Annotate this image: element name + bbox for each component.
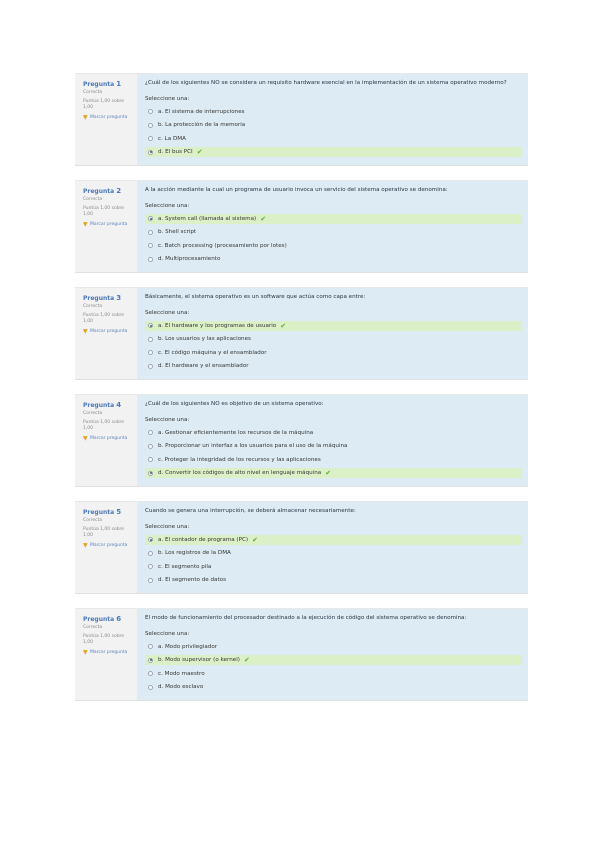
question-state: Correcta <box>83 411 103 416</box>
check-icon: ✔ <box>196 148 203 156</box>
answer-option[interactable] <box>145 575 522 585</box>
answer-option-label: d. El hardware y el ensamblador <box>158 363 249 369</box>
flag-question-link[interactable] <box>83 543 132 549</box>
answer-prompt: Seleccione una: <box>145 417 190 423</box>
answer-option-label: b. Shell script <box>158 229 197 235</box>
flag-question-link[interactable] <box>83 650 132 656</box>
check-icon: ✔ <box>325 469 332 477</box>
answer-option-label: d. Multiprocesamiento <box>158 256 221 262</box>
question-content <box>137 181 528 272</box>
radio-button[interactable] <box>148 537 153 542</box>
answer-option-label: d. El bus PCI <box>158 149 193 155</box>
answer-option[interactable] <box>145 655 522 665</box>
radio-button[interactable] <box>148 471 153 476</box>
question-info <box>75 609 137 700</box>
answer-option-label: a. El hardware y los programas de usuario <box>158 322 277 329</box>
question-block <box>75 608 528 701</box>
question-label: Pregunta <box>83 616 115 623</box>
answer-option[interactable] <box>145 548 522 558</box>
question-number <box>83 401 132 410</box>
answer-option-label: b. Proporcionar un interfaz a los usuarios para el uso de la máquina <box>158 443 348 449</box>
flag-question-link[interactable] <box>83 115 132 121</box>
answer-option[interactable] <box>145 134 522 144</box>
answer-option[interactable] <box>145 321 522 331</box>
answer-option-label: a. System call (llamada al sistema) <box>158 215 257 222</box>
radio-button[interactable] <box>148 216 153 221</box>
radio-button[interactable] <box>148 243 153 248</box>
question-text: Cuando se genera una interrupción, se deberá almacenar necesariamente: <box>145 508 356 514</box>
flag-question-label: Marcar pregunta <box>90 543 128 548</box>
answer-prompt: Seleccione una: <box>145 631 190 637</box>
question-grade: Puntúa 1,00 sobre 1,00 <box>83 634 125 645</box>
radio-button[interactable] <box>148 578 153 583</box>
answer-option[interactable] <box>145 334 522 344</box>
question-block <box>75 73 528 166</box>
flag-icon: ▼ <box>83 221 88 228</box>
flag-icon: ▼ <box>83 435 88 442</box>
answer-option-label: a. Modo privilegiador <box>158 643 218 650</box>
question-info <box>75 502 137 593</box>
flag-question-link[interactable] <box>83 329 132 335</box>
flag-question-label: Marcar pregunta <box>90 436 128 441</box>
question-number-value: 4 <box>116 401 122 409</box>
radio-button[interactable] <box>148 658 153 663</box>
question-block <box>75 501 528 594</box>
check-icon: ✔ <box>252 535 258 544</box>
answer-option[interactable] <box>145 468 522 478</box>
answer-prompt: Seleccione una: <box>145 310 190 316</box>
question-text: ¿Cuál de los siguientes NO se considera un requisito hardware esencial en la implementación de un sistema operativo moderno? <box>145 80 507 86</box>
answer-option[interactable] <box>145 254 522 264</box>
check-icon: ✔ <box>243 656 250 664</box>
answer-prompt: Seleccione una: <box>145 524 190 530</box>
answer-option-label: b. Modo supervisor (o kernel) <box>158 657 240 663</box>
radio-button[interactable] <box>148 444 153 449</box>
answer-option[interactable] <box>145 455 522 465</box>
radio-button[interactable] <box>148 644 153 649</box>
question-text: A la acción mediante la cual un programa de usuario invoca un servicio del sistema operativo se denomina: <box>145 187 448 193</box>
question-state: Correcta <box>83 518 103 523</box>
answer-option[interactable] <box>145 669 522 679</box>
answer-option[interactable] <box>145 120 522 130</box>
answer-option-label: c. Batch processing (procesamiento por lotes) <box>158 242 287 249</box>
question-number <box>83 508 132 517</box>
answer-option[interactable] <box>145 241 522 251</box>
question-grade: Puntúa 1,00 sobre 1,00 <box>83 420 125 431</box>
answer-option[interactable] <box>145 107 522 117</box>
question-number-value: 6 <box>116 615 122 623</box>
question-number-value: 2 <box>116 187 122 195</box>
radio-button[interactable] <box>148 123 153 128</box>
radio-button[interactable] <box>148 564 153 569</box>
question-state: Correcta <box>83 90 103 95</box>
radio-button[interactable] <box>148 364 153 369</box>
radio-button[interactable] <box>148 430 153 435</box>
radio-button[interactable] <box>148 230 153 235</box>
answer-option-label: d. Modo esclavo <box>158 684 204 690</box>
question-content <box>137 74 528 165</box>
flag-question-label: Marcar pregunta <box>90 222 128 227</box>
radio-button[interactable] <box>148 551 153 556</box>
answer-option-label: c. Proteger la integridad de los recursos y las aplicaciones <box>158 456 321 463</box>
answer-option-label: c. El código máquina y el ensamblador <box>158 349 267 356</box>
answer-option[interactable] <box>145 441 522 451</box>
answer-option[interactable] <box>145 147 522 157</box>
flag-icon: ▼ <box>83 542 88 549</box>
answer-prompt: Seleccione una: <box>145 203 190 209</box>
answer-option[interactable] <box>145 348 522 358</box>
flag-question-link[interactable] <box>83 222 132 228</box>
question-number <box>83 615 132 624</box>
radio-button[interactable] <box>148 136 153 141</box>
flag-icon: ▼ <box>83 114 88 121</box>
question-label: Pregunta <box>83 81 115 88</box>
answer-option[interactable] <box>145 535 522 545</box>
answer-prompt: Seleccione una: <box>145 96 190 102</box>
flag-question-label: Marcar pregunta <box>90 115 128 120</box>
question-block <box>75 287 528 380</box>
question-number <box>83 80 132 89</box>
radio-button[interactable] <box>148 323 153 328</box>
question-text: Básicamente, el sistema operativo es un software que actúa como capa entre: <box>145 294 366 300</box>
question-text: El modo de funcionamiento del procesador destinado a la ejecución de código del sistema operativo se denomina: <box>145 615 467 621</box>
answer-option-label: d. Convertir los códigos de alto nivel en lenguaje máquina <box>158 470 322 476</box>
question-content <box>137 502 528 593</box>
question-info <box>75 395 137 486</box>
answer-option[interactable] <box>145 642 522 652</box>
question-number-value: 5 <box>116 508 122 516</box>
answer-option-label: b. Los usuarios y las aplicaciones <box>158 336 251 342</box>
answer-option[interactable] <box>145 562 522 572</box>
answer-option-label: a. El sistema de interrupciones <box>158 108 245 115</box>
radio-button[interactable] <box>148 350 153 355</box>
question-state: Correcta <box>83 625 103 630</box>
question-block <box>75 394 528 487</box>
question-grade: Puntúa 1,00 sobre 1,00 <box>83 313 125 324</box>
question-grade: Puntúa 1,00 sobre 1,00 <box>83 527 125 538</box>
check-icon: ✔ <box>260 214 267 223</box>
question-info <box>75 181 137 272</box>
flag-icon: ▼ <box>83 328 88 335</box>
answer-option-label: c. Modo maestro <box>158 670 205 677</box>
answer-option-label: a. El contador de programa (PC) <box>158 536 249 543</box>
answer-option-label: b. Los registros de la DMA <box>158 550 231 556</box>
radio-button[interactable] <box>148 685 153 690</box>
answer-option[interactable] <box>145 682 522 692</box>
radio-button[interactable] <box>148 257 153 262</box>
flag-question-link[interactable] <box>83 436 132 442</box>
question-content <box>137 395 528 486</box>
radio-button[interactable] <box>148 337 153 342</box>
answer-option[interactable] <box>145 361 522 371</box>
answer-option[interactable] <box>145 214 522 224</box>
question-label: Pregunta <box>83 295 115 302</box>
question-block <box>75 180 528 273</box>
question-label: Pregunta <box>83 509 115 516</box>
answer-option[interactable] <box>145 227 522 237</box>
check-icon: ✔ <box>280 321 287 330</box>
answer-option-label: c. El segmento pila <box>158 563 212 570</box>
quiz-review <box>75 73 528 715</box>
question-grade: Puntúa 1,00 sobre 1,00 <box>83 99 125 110</box>
question-number-value: 1 <box>116 80 122 88</box>
question-state: Correcta <box>83 304 103 309</box>
radio-button[interactable] <box>148 671 153 676</box>
question-number <box>83 187 132 196</box>
question-label: Pregunta <box>83 188 115 195</box>
question-content <box>137 609 528 700</box>
answer-option-label: d. El segmento de datos <box>158 577 226 583</box>
flag-icon: ▼ <box>83 649 88 656</box>
answer-option-label: c. La DMA <box>158 135 186 142</box>
answer-option[interactable] <box>145 428 522 438</box>
question-number-value: 3 <box>116 294 122 302</box>
question-label: Pregunta <box>83 402 115 409</box>
question-content <box>137 288 528 379</box>
flag-question-label: Marcar pregunta <box>90 650 128 655</box>
answer-option-label: a. Gestionar eficientemente los recursos de la máquina <box>158 429 314 436</box>
question-state: Correcta <box>83 197 103 202</box>
question-grade: Puntúa 1,00 sobre 1,00 <box>83 206 125 217</box>
question-text: ¿Cuál de los siguientes NO es objetivo de un sistema operativo: <box>145 401 324 407</box>
radio-button[interactable] <box>148 150 153 155</box>
question-info <box>75 288 137 379</box>
question-number <box>83 294 132 303</box>
flag-question-label: Marcar pregunta <box>90 329 128 334</box>
radio-button[interactable] <box>148 109 153 114</box>
answer-option-label: b. La protección de la memoria <box>158 122 246 128</box>
question-info <box>75 74 137 165</box>
radio-button[interactable] <box>148 457 153 462</box>
